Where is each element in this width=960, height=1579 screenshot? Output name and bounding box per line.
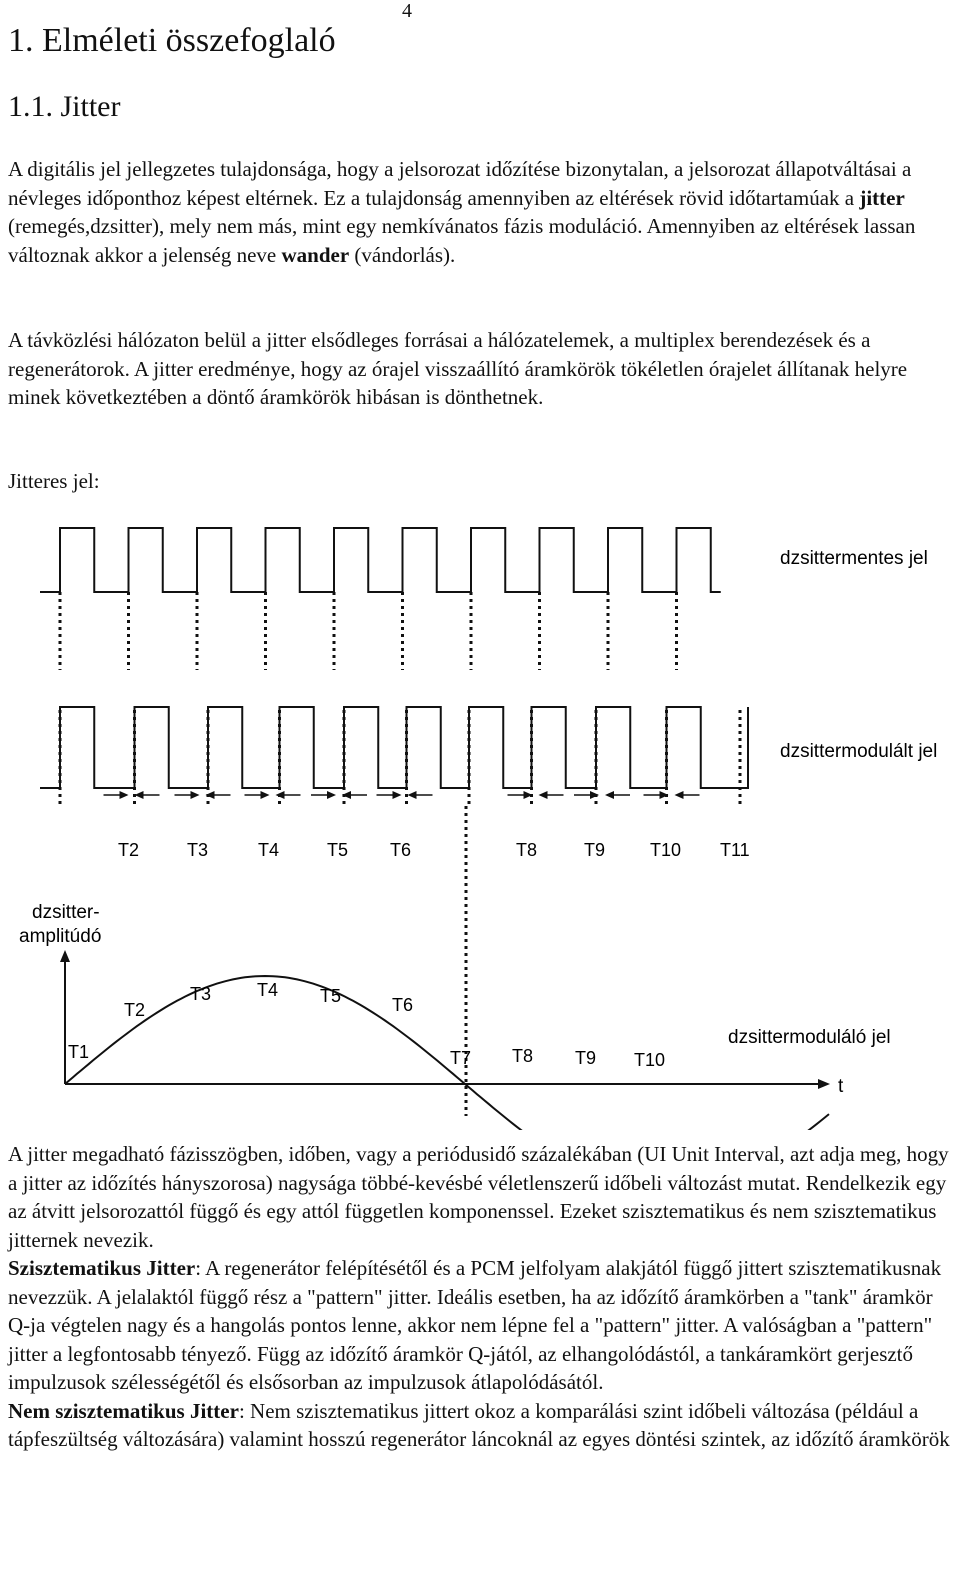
text-run: : Nem szisztematikus jittert okoz a komparálási szint időbeli változása (például a tápfeszültség változására) valamint hosszú regenerátor láncoknál az egyes döntési szintek, az időzítő áramkörök xyxy=(8,1398,950,1451)
modulating-sine-wave xyxy=(65,976,829,1130)
interval-label: T11 xyxy=(720,840,750,860)
definition-paragraph xyxy=(8,1140,953,1454)
chapter-heading: 1. Elméleti összefoglaló xyxy=(8,22,336,59)
intro-paragraph xyxy=(8,155,953,269)
arrow-head xyxy=(206,791,215,799)
wave-point-label: T9 xyxy=(575,1048,597,1068)
wave-point-label: T5 xyxy=(320,986,342,1006)
arrow-head xyxy=(342,791,351,799)
bold-term: Szisztematikus Jitter xyxy=(8,1256,196,1280)
wave-point-label: T8 xyxy=(512,1046,534,1066)
section-heading: 1.1. Jitter xyxy=(8,90,121,123)
ideal-wave-label: dzsittermentes jel xyxy=(780,548,928,569)
text-run: (vándorlás). xyxy=(349,242,456,267)
modulated-wave-label: dzsittermodulált jel xyxy=(780,741,938,762)
modulating-wave-label: dzsittermoduláló jel xyxy=(728,1027,891,1048)
wave-point-label: T4 xyxy=(257,980,279,1000)
bold-term: wander xyxy=(281,242,350,267)
arrow-head xyxy=(524,791,533,799)
wave-point-label: T1 xyxy=(68,1042,90,1062)
interval-label: T4 xyxy=(258,840,280,860)
jitter-diagram xyxy=(0,510,960,1130)
interval-label: T3 xyxy=(187,840,209,860)
wave-point-labels xyxy=(68,980,665,1070)
text-run: A digitális jel jellegzetes tulajdonsága, hogy a jelsorozat időzítése bizonytalan, a jelsorozat állapotváltásai a névleges időponthoz képest eltérnek. Ez a tulajdonság amennyiben az eltérések rövid időtartamúak a xyxy=(8,157,912,210)
bold-term: jitter xyxy=(859,185,905,210)
amplitude-label-2: amplitúdó xyxy=(19,926,102,947)
interval-label: T5 xyxy=(327,840,349,860)
text-run: A jitter megadható fázisszögben, időben, vagy a periódusidő százalékában (UI Unit Interval, azt adja meg, hogy a jitter az időzítés hányszorosa) nagysága többé-kevésbé véletlenszerű időbeli változást mutat. Rendelkezik egy az átvitt jelsorozattól függő és egy attól független komponenssel. Ezeket szisztematikus és nem szisztematikus jitternek nevezik. xyxy=(8,1142,949,1252)
text-run: (remegés,dzsitter), mely nem más, mint egy nemkívánatos fázis moduláció. Amennyiben az eltérések lassan változnak akkor a jelenség neve xyxy=(8,214,916,267)
ideal-wave-path xyxy=(40,528,721,592)
modulated-square-wave xyxy=(40,707,748,788)
arrow-head xyxy=(276,791,285,799)
arrow-head xyxy=(120,791,129,799)
amplitude-axis-arrowhead xyxy=(60,950,70,962)
interval-label: T9 xyxy=(584,840,606,860)
interval-label: T10 xyxy=(650,840,682,860)
arrow-head xyxy=(261,791,270,799)
wave-point-label: T2 xyxy=(124,1000,146,1020)
jitter-offset-arrows xyxy=(104,791,700,799)
interval-label: T2 xyxy=(118,840,140,860)
sources-paragraph: A távközlési hálózaton belül a jitter elsődleges forrásai a hálózatelemek, a multiplex berendezések és a regenerátorok. A jitter eredménye, hogy az órajel visszaállító áramkörök tökéletlen órajelet állítanak helyre minek következtében a döntő áramkörök hibásan is dönthetnek. xyxy=(8,328,908,409)
wave-point-label: T7 xyxy=(450,1048,472,1068)
arrow-head xyxy=(191,791,200,799)
arrow-head xyxy=(135,791,144,799)
arrow-head xyxy=(408,791,417,799)
ideal-square-wave xyxy=(40,528,721,592)
jitter-caption: Jitteres jel: xyxy=(8,469,100,493)
arrow-head xyxy=(393,791,402,799)
wave-point-label: T6 xyxy=(392,995,414,1015)
time-axis-label: t xyxy=(838,1076,844,1097)
modulated-wave-path xyxy=(40,707,748,788)
time-axis-arrowhead xyxy=(818,1079,830,1089)
amplitude-label-1: dzsitter- xyxy=(32,902,100,923)
page-number: 4 xyxy=(402,0,412,22)
arrow-head xyxy=(675,791,684,799)
ideal-edge-markers xyxy=(60,592,677,670)
arrow-head xyxy=(605,791,614,799)
arrow-head xyxy=(590,791,599,799)
arrow-head xyxy=(660,791,669,799)
interval-label: T8 xyxy=(516,840,538,860)
wave-point-label: T10 xyxy=(634,1050,666,1070)
bold-term: Nem szisztematikus Jitter xyxy=(8,1398,239,1423)
text-run: : A regenerátor felépítésétől és a PCM jelfolyam alakjától függő jittert szisztematikusnak nevezzük. A jelalaktól függő rész a "pattern" jitter. Ideális esetben, ha az időzítő áramkörben a "tank" áramkör Q-ja végtelen nagy és a hangolás pontos lenne, akkor nem lépne fel a "pattern" jitter. A valóságban a "pattern" jitter a legfontosabb tényező. Függ az időzítő áramkör Q-jától, az elhangolódástól, a tankáramkört gerjesztő impulzusok szélességétől és elsősorban az impulzusok átlapolódásától. xyxy=(8,1256,942,1394)
modulated-edge-markers xyxy=(60,710,740,806)
interval-label: T6 xyxy=(390,840,412,860)
interval-labels xyxy=(118,840,750,860)
arrow-head xyxy=(539,791,548,799)
wave-point-label: T3 xyxy=(190,984,212,1004)
arrow-head xyxy=(327,791,336,799)
